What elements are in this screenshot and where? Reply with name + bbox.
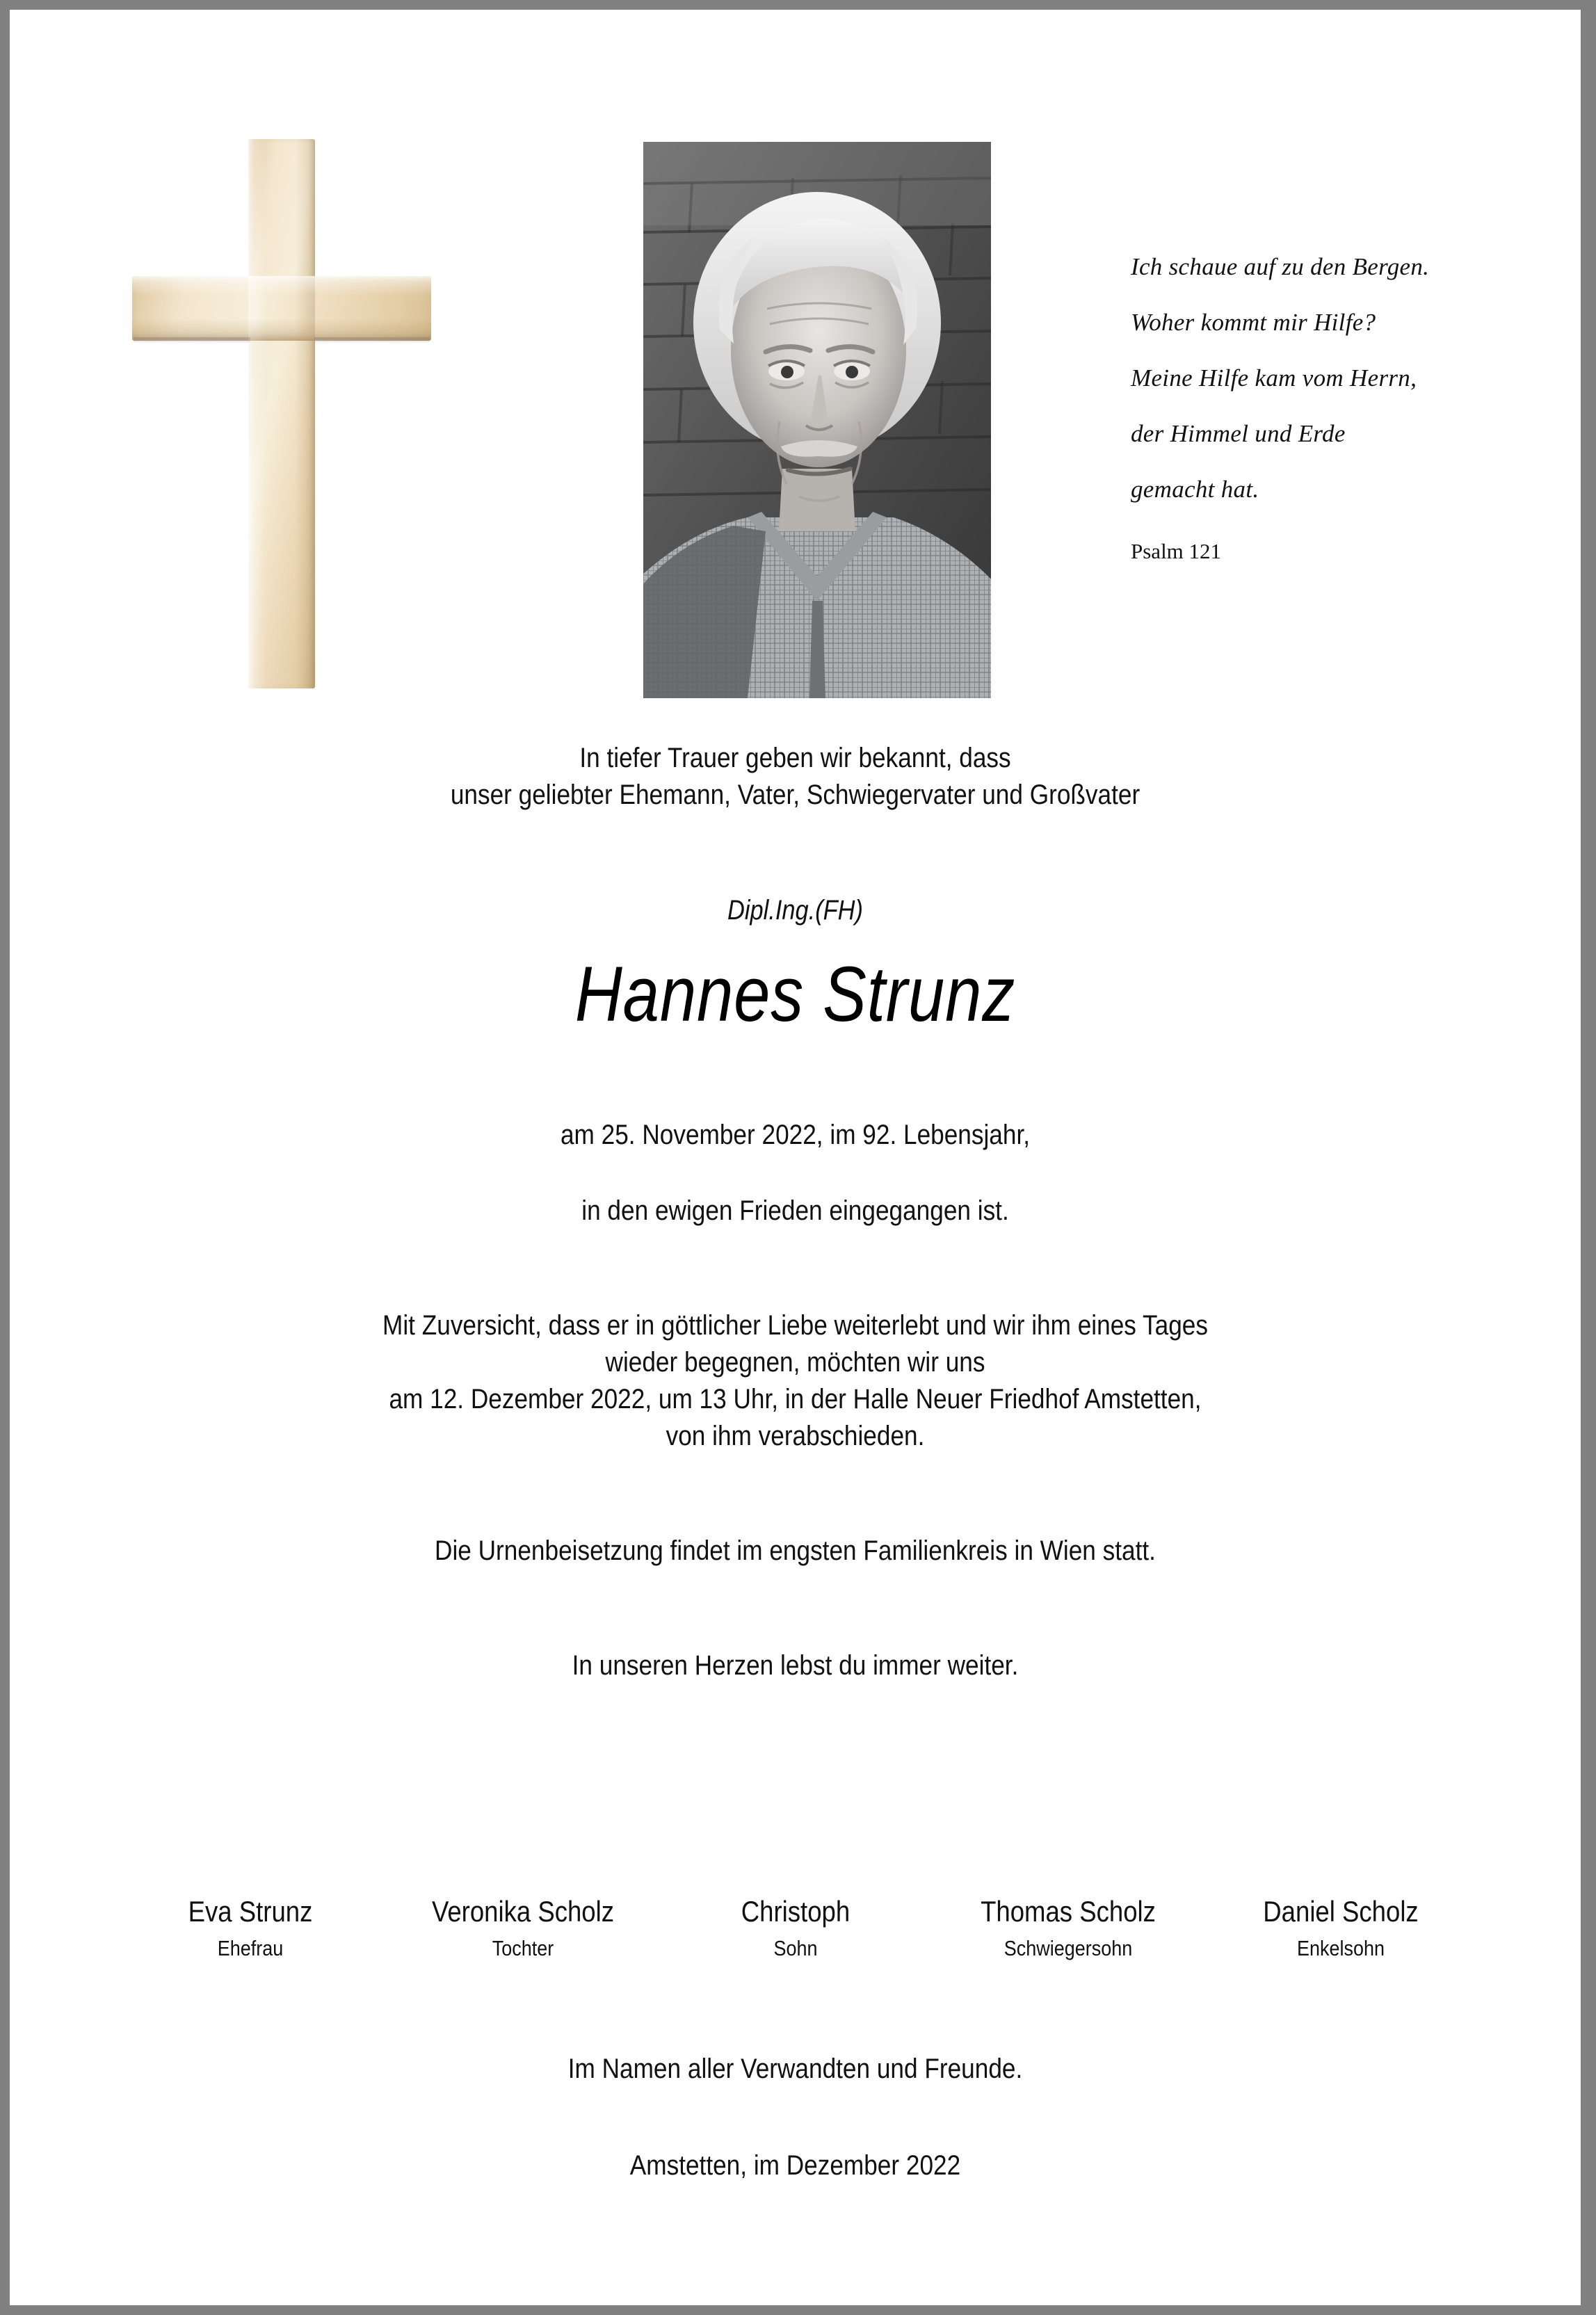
spacer [10,1570,1581,1647]
header-band [10,10,1581,726]
family-member-name: Daniel Scholz [1263,1895,1419,1928]
quote-line-5: gemacht hat. [1131,476,1259,503]
family-member-relation: Enkelsohn [1297,1936,1385,1960]
cross-horizontal-bevel [132,276,431,341]
spacer [10,1154,1581,1193]
quote-source: Psalm 121 [1131,539,1222,563]
eternal-peace-line: in den ewigen Frieden eingegangen ist. [581,1195,1009,1226]
service-line-4: von ihm verabschieden. [666,1421,925,1451]
spacer [10,1455,1581,1533]
death-date-line: am 25. November 2022, im 92. Lebensjahr, [560,1120,1031,1150]
quote-line-3: Meine Hilfe kam vom Herrn, [1131,364,1417,392]
family-member-name: Veronika Scholz [431,1895,615,1928]
family-member [932,1894,1204,1962]
cross-shadow-left [134,337,250,344]
service-line-1: Mit Zuversicht, dass er in göttlicher Liebe weiterlebt und wir ihm eines Tages [382,1310,1208,1341]
deceased-degree: Dipl.Ing.(FH) [727,895,863,926]
spacer [10,929,1581,950]
memory-line: In unseren Herzen lebst du immer weiter. [572,1650,1019,1681]
family-member-relation: Sohn [773,1936,818,1960]
portrait-illustration [643,142,991,698]
family-member [387,1894,659,1962]
family-member [659,1894,932,1962]
family-member [1204,1894,1477,1962]
family-list [114,1894,1477,1962]
quote-line-1: Ich schaue auf zu den Bergen. [1131,253,1430,280]
closing-block [10,2051,1581,2184]
deceased-name: Hannes Strunz [574,951,1016,1038]
obituary-body [10,740,1581,1684]
spacer [10,2088,1581,2147]
service-line-3: am 12. Dezember 2022, um 13 Uhr, in der Halle Neuer Friedhof Amstetten, [389,1384,1202,1414]
family-member-relation: Tochter [492,1936,554,1960]
wooden-cross-icon [132,139,431,688]
memorial-card-page [10,10,1581,2305]
cross-vertical-bevel [248,139,315,688]
family-member-name: Thomas Scholz [981,1895,1156,1928]
relatives-line: Im Namen aller Verwandten und Freunde. [567,2054,1023,2084]
cross-shadow-right [314,337,430,344]
family-member-relation: Schwiegersohn [1003,1936,1133,1960]
quote-line-4: der Himmel und Erde [1131,420,1346,447]
family-member-relation: Ehefrau [217,1936,284,1960]
portrait-photograph [643,142,991,698]
spacer [10,814,1581,892]
burial-line: Die Urnenbeisetzung findet im engsten Familienkreis in Wien statt. [435,1535,1156,1566]
place-date-line: Amstetten, im Dezember 2022 [629,2150,961,2181]
family-member [114,1894,387,1962]
family-member-name: Christoph [741,1895,851,1928]
spacer [10,1229,1581,1307]
quote-line-2: Woher kommt mir Hilfe? [1131,309,1376,336]
spacer [10,1039,1581,1117]
service-line-2: wieder begegnen, möchten wir uns [605,1347,985,1378]
announcement-line-2: unser geliebter Ehemann, Vater, Schwiegervater und Großvater [450,780,1140,810]
announcement-line-1: In tiefer Trauer geben wir bekannt, dass [579,743,1011,773]
scripture-quote [1131,239,1562,573]
family-member-name: Eva Strunz [188,1895,313,1928]
